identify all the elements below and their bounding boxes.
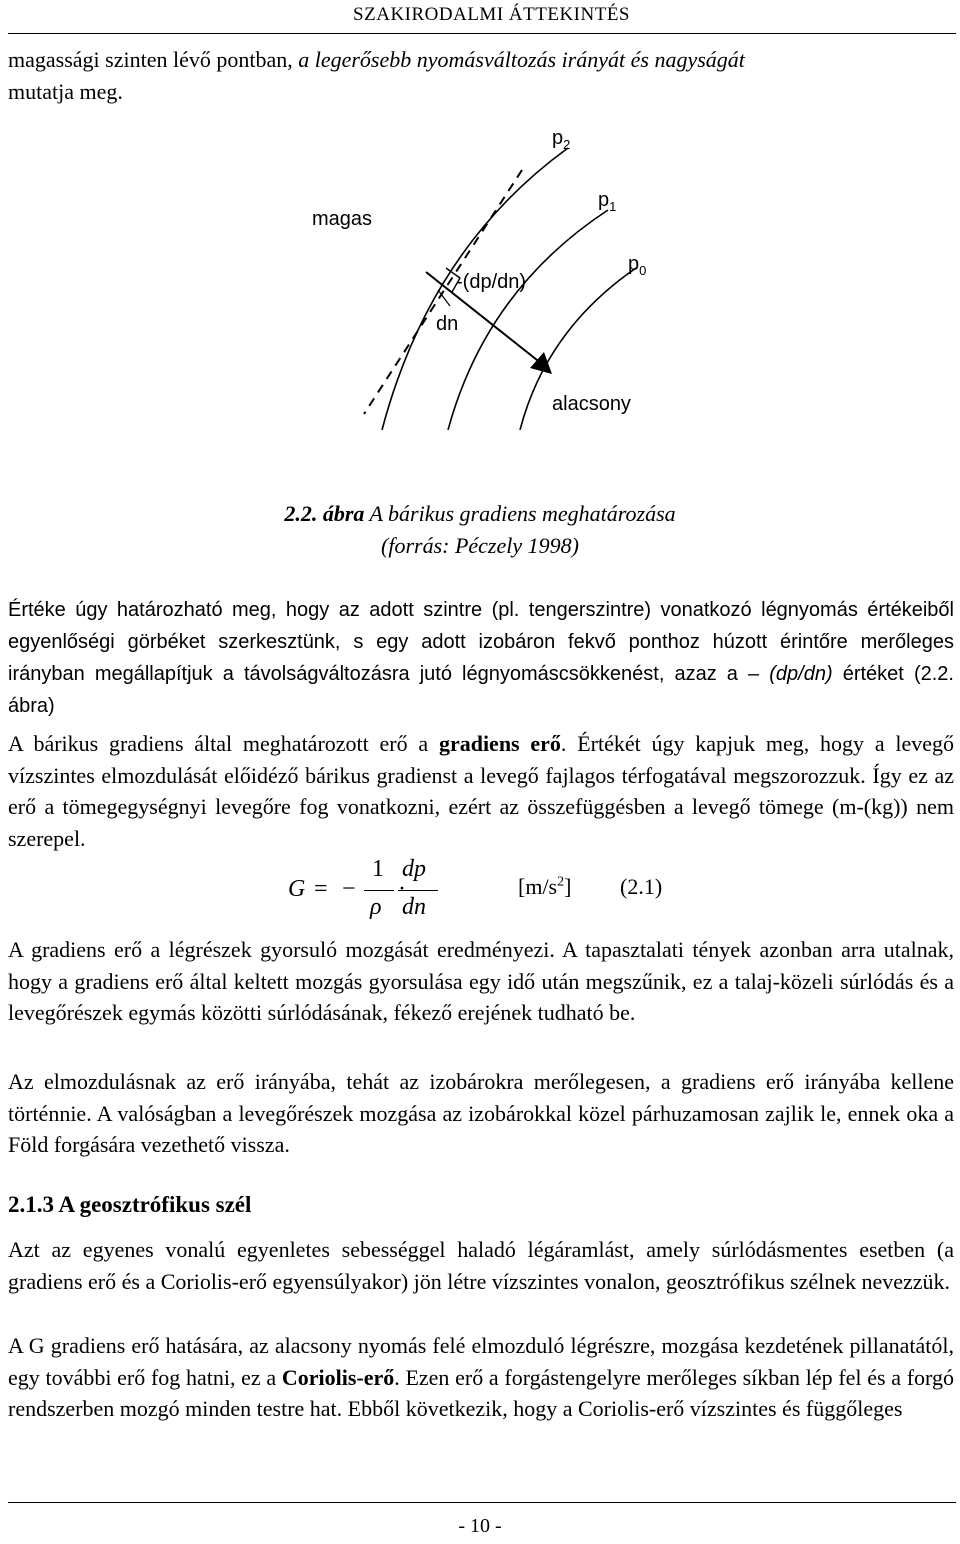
arrow-head-icon: [530, 352, 552, 374]
intro-paragraph: [8, 44, 954, 107]
figure-source: (forrás: Péczely 1998): [381, 533, 579, 558]
label-gradient: -(dp/dn): [456, 271, 527, 293]
equation-denominator-1: ρ: [370, 894, 382, 920]
footer-rule: [8, 1502, 956, 1503]
label-high: magas: [312, 208, 373, 230]
label-low: alacsony: [552, 393, 631, 415]
paragraph-1-text-end: értéket (2.2. ábra): [8, 663, 954, 717]
equation-unit: $[m/s^2]$: [518, 874, 572, 899]
caption-number: 2.2. ábra: [284, 501, 365, 526]
figure-caption: [0, 498, 960, 529]
label-dn: dn: [436, 313, 459, 335]
equation-lhs: G: [288, 876, 306, 902]
paragraph-5: Azt az egyenes vonalú egyenletes sebességgel haladó légáramlást, amely súrlódásmentes esetben (a gradiens erő és a Coriolis-erő egyensúlyakor) jön létre vízszintes vonalon, geosztrófikus szélnek nevezzük.: [8, 1237, 954, 1294]
equation-dot: ·: [398, 876, 406, 902]
section-heading: 2.1.3 A geosztrófikus szél: [8, 1192, 252, 1217]
coriolis-force-term: Coriolis-erő: [281, 1364, 395, 1390]
paragraph-2-text-end: . Értékét úgy kapjuk meg, hogy a levegő vízszintes elmozdulását előidéző bárikus gradienst a levegő fajlagos térfogatával megszorozzuk. Így ez az erő a tömegegységnyi levegőre fog vonatkozni, ezért az összefüggésben a levegő tömege (m-(kg)) nem szerepel.: [8, 731, 955, 851]
pressure-gradient-diagram: [290, 118, 690, 430]
equation-equals: =: [314, 876, 328, 902]
label-p2: $p_2$: [552, 127, 571, 152]
paragraph-6-text: A G gradiens erő hatására, az alacsony nyomás felé elmozduló légrészre, mozgása kezdetének pillanatától, egy további erő fog hatni, ez a: [8, 1333, 954, 1390]
fraction-bar-1: [364, 890, 394, 891]
fraction-bar-2: [398, 890, 438, 891]
page-number: - 10 -: [458, 1515, 502, 1537]
paragraph-4: Az elmozdulásnak az erő irányába, tehát az izobárokra merőlegesen, a gradiens erő irányába kellene történnie. A valóságban a levegőrészek mozgása az izobárokkal közel párhuzamosan zajlik le, ennek oka a Föld forgására vezethető vissza.: [8, 1069, 954, 1157]
equation-denominator-2: dn: [402, 894, 426, 920]
equation-number: (2.1): [620, 874, 663, 899]
paragraph-2: [8, 728, 954, 854]
intro-emphasis: a legerősebb nyomásváltozás irányát és nagyságát: [298, 47, 745, 72]
equation-numerator-2: dp: [402, 856, 426, 882]
caption-title: A bárikus gradiens meghatározása: [364, 501, 676, 526]
equation-2-1: [280, 856, 700, 928]
paragraph-1-formula: – (dp/dn): [748, 663, 833, 685]
paragraph-1-text: Értéke úgy határozható meg, hogy az adott szintre (pl. tengerszintre) vonatkozó légnyomás értékeiből egyenlőségi görbéket szerkesztünk, s egy adott izobáron fekvő ponthoz húzott érintőre merőleges irányban megállapítjuk a távolságváltozásra jutó légnyomáscsökkenést, azaz a: [8, 599, 954, 685]
running-head: SZAKIRODALMI ÁTTEKINTÉS: [353, 4, 630, 25]
paragraph-2-text: A bárikus gradiens által meghatározott erő a: [8, 731, 439, 756]
label-p0: $p_0$: [628, 253, 647, 278]
header-rule: [8, 33, 956, 34]
intro-text-end: mutatja meg.: [8, 78, 123, 104]
paragraph-3: A gradiens erő a légrészek gyorsuló mozgását eredményezi. A tapasztalati tények azonban arra utalnak, hogy a gradiens erő által keltett mozgás gyorsulása egy idő után megszűnik, ez a talaj-közeli súrlódás és a levegőrészek egymás közötti súrlódásának, fékező erejének tudható be.: [8, 937, 954, 1025]
paragraph-6-text-end: . Ezen erő a forgástengelyre merőleges síkban lép fel és a forgó rendszerben mozgó minden testre hat. Ebből következik, hogy a Coriolis-erő vízszintes és függőleges: [8, 1364, 954, 1421]
equation-numerator-1: 1: [372, 856, 384, 882]
paragraph-6: [8, 1330, 954, 1425]
paragraph-1: [8, 594, 954, 722]
equation-minus: −: [342, 876, 356, 902]
label-p1: $p_1$: [598, 189, 617, 214]
intro-text: magassági szinten lévő pontban,: [8, 47, 299, 72]
gradient-force-term: gradiens erő: [438, 731, 561, 756]
